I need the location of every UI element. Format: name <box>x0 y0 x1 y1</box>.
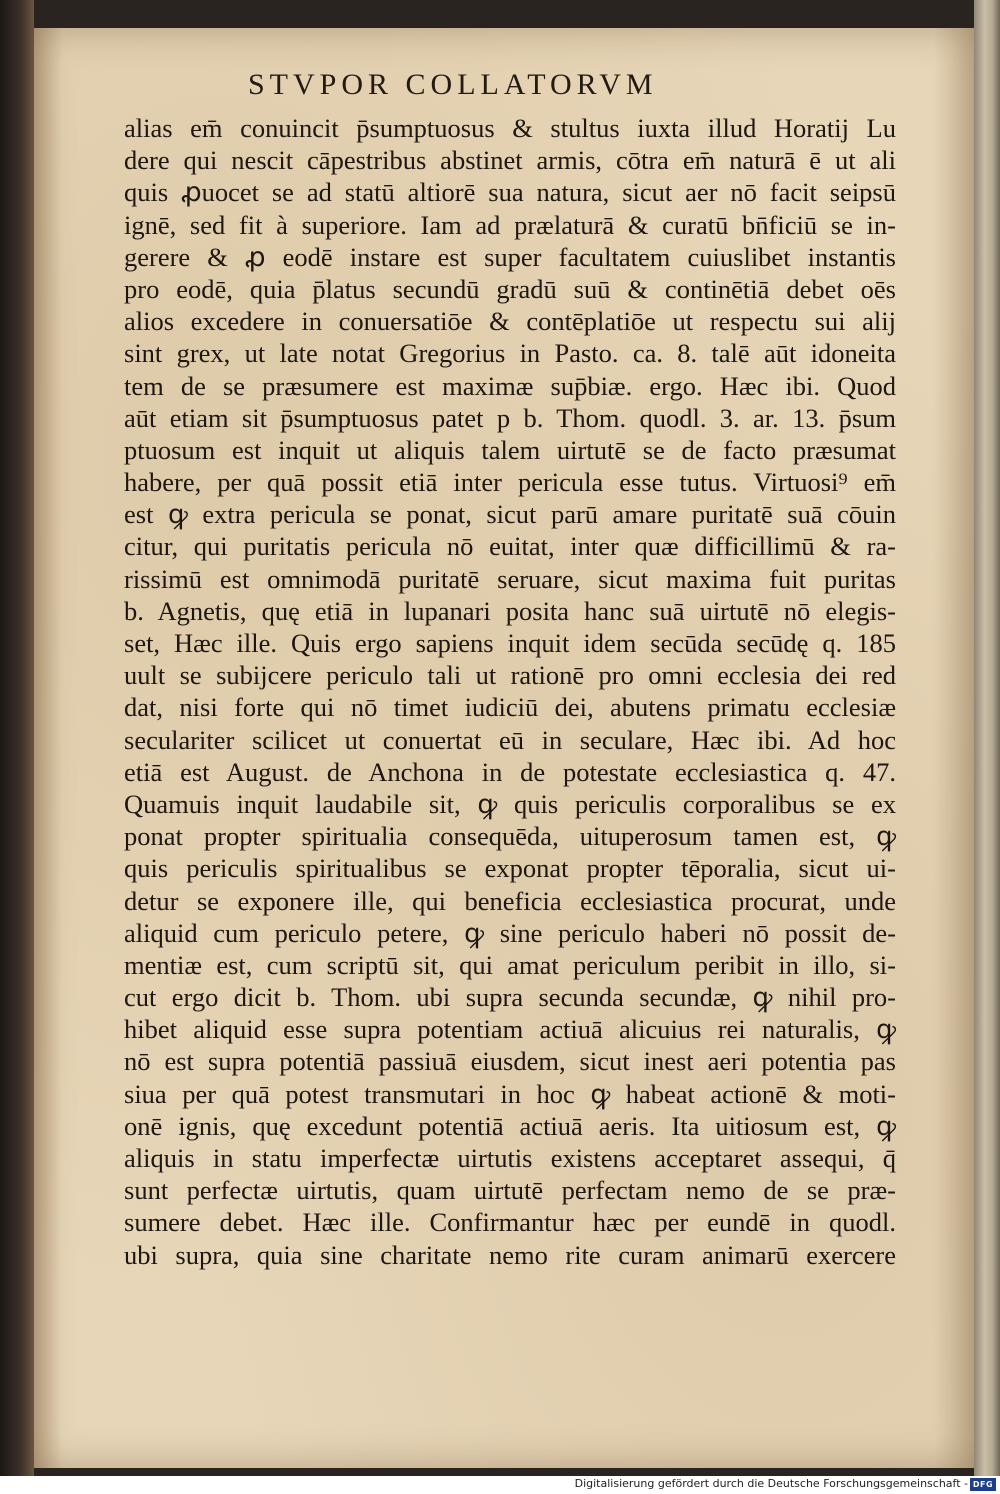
text-line: ptuosum est inquit ut aliquis talem uirtutē se de facto præsumat <box>124 434 896 465</box>
text-line: alios excedere in conuersatiōe & contēplatiōe ut respectu sui alij <box>124 306 896 337</box>
page-edge-stack <box>974 0 1000 1476</box>
footer-bar <box>0 1476 1000 1494</box>
text-line: ponat propter spiritualia consequēda, uituperosum tamen est, ꝙ <box>124 821 896 852</box>
text-line: est ꝙ extra pericula se ponat, sicut parū amare puritatē suā cōuin <box>124 499 896 530</box>
funding-credit: Digitalisierung gefördert durch die Deutsche Forschungsgemeinschaft - <box>574 1477 968 1490</box>
text-line: aliquis in statu imperfectæ uirtutis existens acceptaret assequi, q̄ <box>124 1143 896 1173</box>
text-line: pro eodē, quia p̄latus secundū gradū suū & continētiā debet oēs <box>124 273 896 304</box>
text-line: quis periculis spiritualibus se exponat propter tēporalia, sicut ui- <box>124 853 896 884</box>
binding-shadow <box>0 0 34 1476</box>
text-line: uult se subijcere periculo tali ut rationē pro omni ecclesia dei red <box>124 660 896 691</box>
text-line: rissimū est omnimodā puritatē seruare, sicut maxima fuit puritas <box>124 563 896 594</box>
text-line: etiā est August. de Anchona in de potestate ecclesiastica q. 47. <box>124 756 896 787</box>
body-text <box>124 112 896 1271</box>
text-line: sumere debet. Hæc ille. Confirmantur hæc per eundē in quodl. <box>124 1207 896 1238</box>
text-line: gerere & ꝓ eodē instare est super facultatem cuiuslibet instantis <box>124 241 896 272</box>
text-line: Quamuis inquit laudabile sit, ꝙ quis periculis corporalibus se ex <box>124 788 896 819</box>
text-line: mentiæ est, cum scriptū sit, qui amat periculum peribit in illo, si- <box>124 949 896 980</box>
text-line: cut ergo dicit b. Thom. ubi supra secunda secundæ, ꝙ nihil pro- <box>124 982 896 1013</box>
text-line: citur, qui puritatis pericula nō euitat, inter quæ difficillimū & ra- <box>124 531 896 562</box>
text-line: ubi supra, quia sine charitate nemo rite curam animarū exercere <box>124 1239 896 1270</box>
running-head: STVPOR COLLATORVM <box>248 68 658 101</box>
dfg-logo: DFG <box>970 1478 996 1491</box>
text-line: b. Agnetis, quę etiā in lupanari posita hanc suā uirtutē nō elegis- <box>124 595 896 626</box>
text-line: sunt perfectæ uirtutis, quam uirtutē perfectam nemo de se præ- <box>124 1175 896 1206</box>
text-line: sint grex, ut late notat Gregorius in Pasto. ca. 8. talē aūt idoneita <box>124 338 896 369</box>
text-line: detur se exponere ille, qui beneficia ecclesiastica procurat, unde <box>124 885 896 916</box>
text-line: tem de se præsumere est maximæ sup̄biæ. ergo. Hæc ibi. Quod <box>124 370 896 401</box>
text-line: quis ꝓuocet se ad statū altiorē sua natura, sicut aer nō facit seipsū <box>124 177 896 208</box>
text-line: nō est supra potentiā passiuā eiusdem, sicut inest aeri potentia pas <box>124 1046 896 1077</box>
text-line: aliquid cum periculo petere, ꝙ sine periculo haberi nō possit de- <box>124 917 896 948</box>
text-line: aūt etiam sit p̄sumptuosus patet p b. Thom. quodl. 3. ar. 13. p̄sum <box>124 402 896 433</box>
text-line: ignē, sed fit à superiore. Iam ad prælaturā & curatū bn̄ficiū se in- <box>124 209 896 240</box>
text-line: dat, nisi forte qui nō timet iudiciū dei, abutens primatu ecclesiæ <box>124 692 896 723</box>
text-line: hibet aliquid esse supra potentiam actiuā alicuius rei naturalis, ꝙ <box>124 1014 896 1045</box>
text-line: onē ignis, quę excedunt potentiā actiuā aeris. Ita uitiosum est, ꝙ <box>124 1110 896 1141</box>
text-line: set, Hæc ille. Quis ergo sapiens inquit idem secūda secūdę q. 185 <box>124 628 896 658</box>
text-line: habere, per quā possit etiā inter pericula esse tutus. Virtuosi⁹ em̄ <box>124 467 896 498</box>
text-line: alias em̄ conuincit p̄sumptuosus & stultus iuxta illud Horatij Lu <box>124 113 896 143</box>
text-line: dere qui nescit cāpestribus abstinet armis, cōtra em̄ naturā ē ut ali <box>124 145 896 176</box>
text-line: seculariter scilicet ut conuertat eū in seculare, Hæc ibi. Ad hoc <box>124 724 896 755</box>
text-line: siua per quā potest transmutari in hoc ꝙ habeat actionē & moti- <box>124 1078 896 1109</box>
